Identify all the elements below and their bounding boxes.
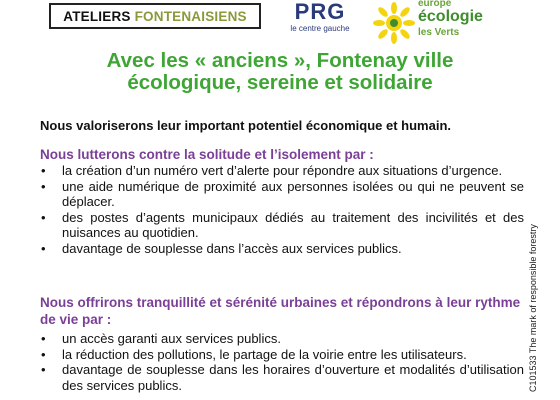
- list-item: • la création d’un numéro vert d’alerte pour répondre aux situations d’urgence.: [40, 163, 524, 179]
- page-title: [20, 50, 540, 94]
- logo-bar: [0, 0, 560, 48]
- list-item: • des postes d’agents municipaux dédiés au traitement des incivilités et des nuisances au quotidien.: [40, 210, 524, 241]
- fontenaisiens-word: FONTENAISIENS: [134, 8, 247, 24]
- section-heading-solitude: Nous lutterons contre la solitude et l’isolement par :: [40, 147, 374, 162]
- forestry-mark-note: C101533 The mark of responsible forestry: [528, 224, 538, 392]
- prg-logo-text: PRG: [294, 0, 346, 24]
- list-item: • la réduction des pollutions, le partage de la voirie entre les utilisateurs.: [40, 347, 524, 363]
- eelv-line-europe: europe: [418, 0, 452, 9]
- ateliers-fontenaisiens-logo: [49, 3, 261, 29]
- sun-flower-icon: [372, 2, 416, 44]
- solitude-list: [40, 163, 524, 256]
- list-item: • davantage de souplesse dans l’accès aux services publics.: [40, 241, 524, 257]
- list-item: • une aide numérique de proximité aux personnes isolées ou qui ne peuvent se déplacer.: [40, 179, 524, 210]
- eelv-logo: [372, 0, 492, 46]
- title-line-1: Avec les « anciens », Fontenay ville: [106, 49, 454, 72]
- section-heading-tranquillite: Nous offrirons tranquillité et sérénité urbaines et répondrons à leur rythme de vie par :: [40, 295, 521, 327]
- intro-text: Nous valoriserons leur important potentiel économique et humain.: [40, 118, 452, 133]
- prg-logo: [285, 0, 355, 33]
- list-item: • davantage de souplesse dans les horaires d’ouverture et modalités d’utilisation des services publics.: [40, 362, 524, 393]
- list-item: • un accès garanti aux services publics.: [40, 331, 524, 347]
- prg-logo-subtext: le centre gauche: [290, 24, 350, 33]
- tranquillite-list: [40, 331, 524, 393]
- eelv-line-ecologie: écologie: [418, 8, 483, 25]
- title-line-2: écologique, sereine et solidaire: [127, 71, 433, 94]
- ateliers-word: ATELIERS: [63, 8, 131, 24]
- eelv-line-verts: les Verts: [418, 27, 460, 38]
